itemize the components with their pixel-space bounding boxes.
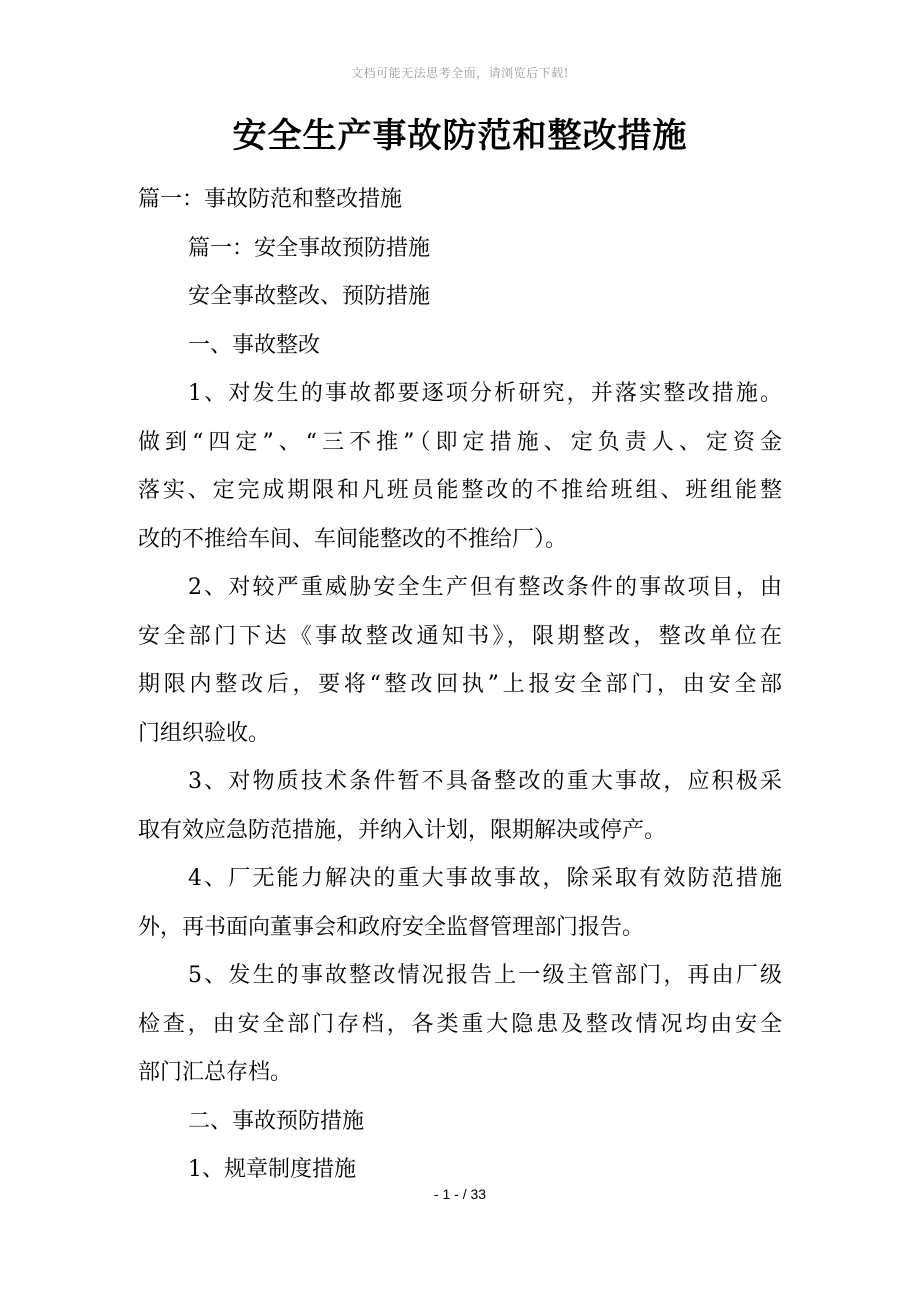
paragraph-line: 取有效应急防范措施，并纳入计划，限期解决或停产。 xyxy=(138,817,667,843)
paragraph-line: 检查，由安全部门存档，各类重大隐患及整改情况均由安全 xyxy=(138,1011,782,1037)
paragraph-line: 改的不推给车间、车间能整改的不推给厂）。 xyxy=(138,526,568,552)
document-title: 安全生产事故防范和整改措施 xyxy=(232,116,688,156)
paragraph-line: 安全部门下达《事故整改通知书》，限期整改，整改单位在 xyxy=(138,623,782,649)
document-body xyxy=(138,176,782,1195)
paragraph-1 xyxy=(138,370,782,564)
paragraph-line: 部门汇总存档。 xyxy=(138,1060,293,1085)
download-notice: 文档可能无法思考全面，请浏览后下载! xyxy=(351,66,569,80)
subsection-heading: 二、事故预防措施 xyxy=(188,1108,365,1134)
paragraph-4 xyxy=(138,855,782,952)
paragraph-line: 5、发生的事故整改情况报告上一级主管部门，再由厂级 xyxy=(188,963,782,988)
paragraph-line: 2、对较严重威胁安全生产但有整改条件的事故项目，由 xyxy=(188,575,782,600)
paragraph-line: 1、对发生的事故都要逐项分析研究，并落实整改措施。 xyxy=(188,381,782,406)
paragraph-line: 4、厂无能力解决的重大事故事故，除采取有效防范措施 xyxy=(188,866,782,891)
paragraph-line: 3、对物质技术条件暂不具备整改的重大事故，应积极采 xyxy=(188,769,782,794)
subsection-heading: 安全事故整改、预防措施 xyxy=(188,284,431,309)
paragraph-line: 期限内整改后，要将“整改回执”上报安全部门，由安全部 xyxy=(138,672,782,697)
paragraph-2 xyxy=(138,564,782,758)
paragraph-line: 门组织验收。 xyxy=(138,720,271,746)
subsection-heading: 篇一：安全事故预防措施 xyxy=(188,235,431,261)
paragraph-line: 外，再书面向董事会和政府安全监督管理部门报告。 xyxy=(138,914,645,940)
page-number: - 1 - / 33 xyxy=(433,1186,487,1202)
paragraph-line: 落实、定完成期限和凡班员能整改的不推给班组、班组能整 xyxy=(138,478,782,503)
paragraph-5 xyxy=(138,952,782,1098)
section-heading: 篇一：事故防范和整改措施 xyxy=(138,187,403,212)
subsection-heading: 1、规章制度措施 xyxy=(188,1157,356,1182)
paragraph-3 xyxy=(138,758,782,855)
paragraph-line: 做到“四定”、“三不推”（即定措施、定负责人、定资金 xyxy=(138,429,782,455)
subsection-heading: 一、事故整改 xyxy=(188,332,321,358)
